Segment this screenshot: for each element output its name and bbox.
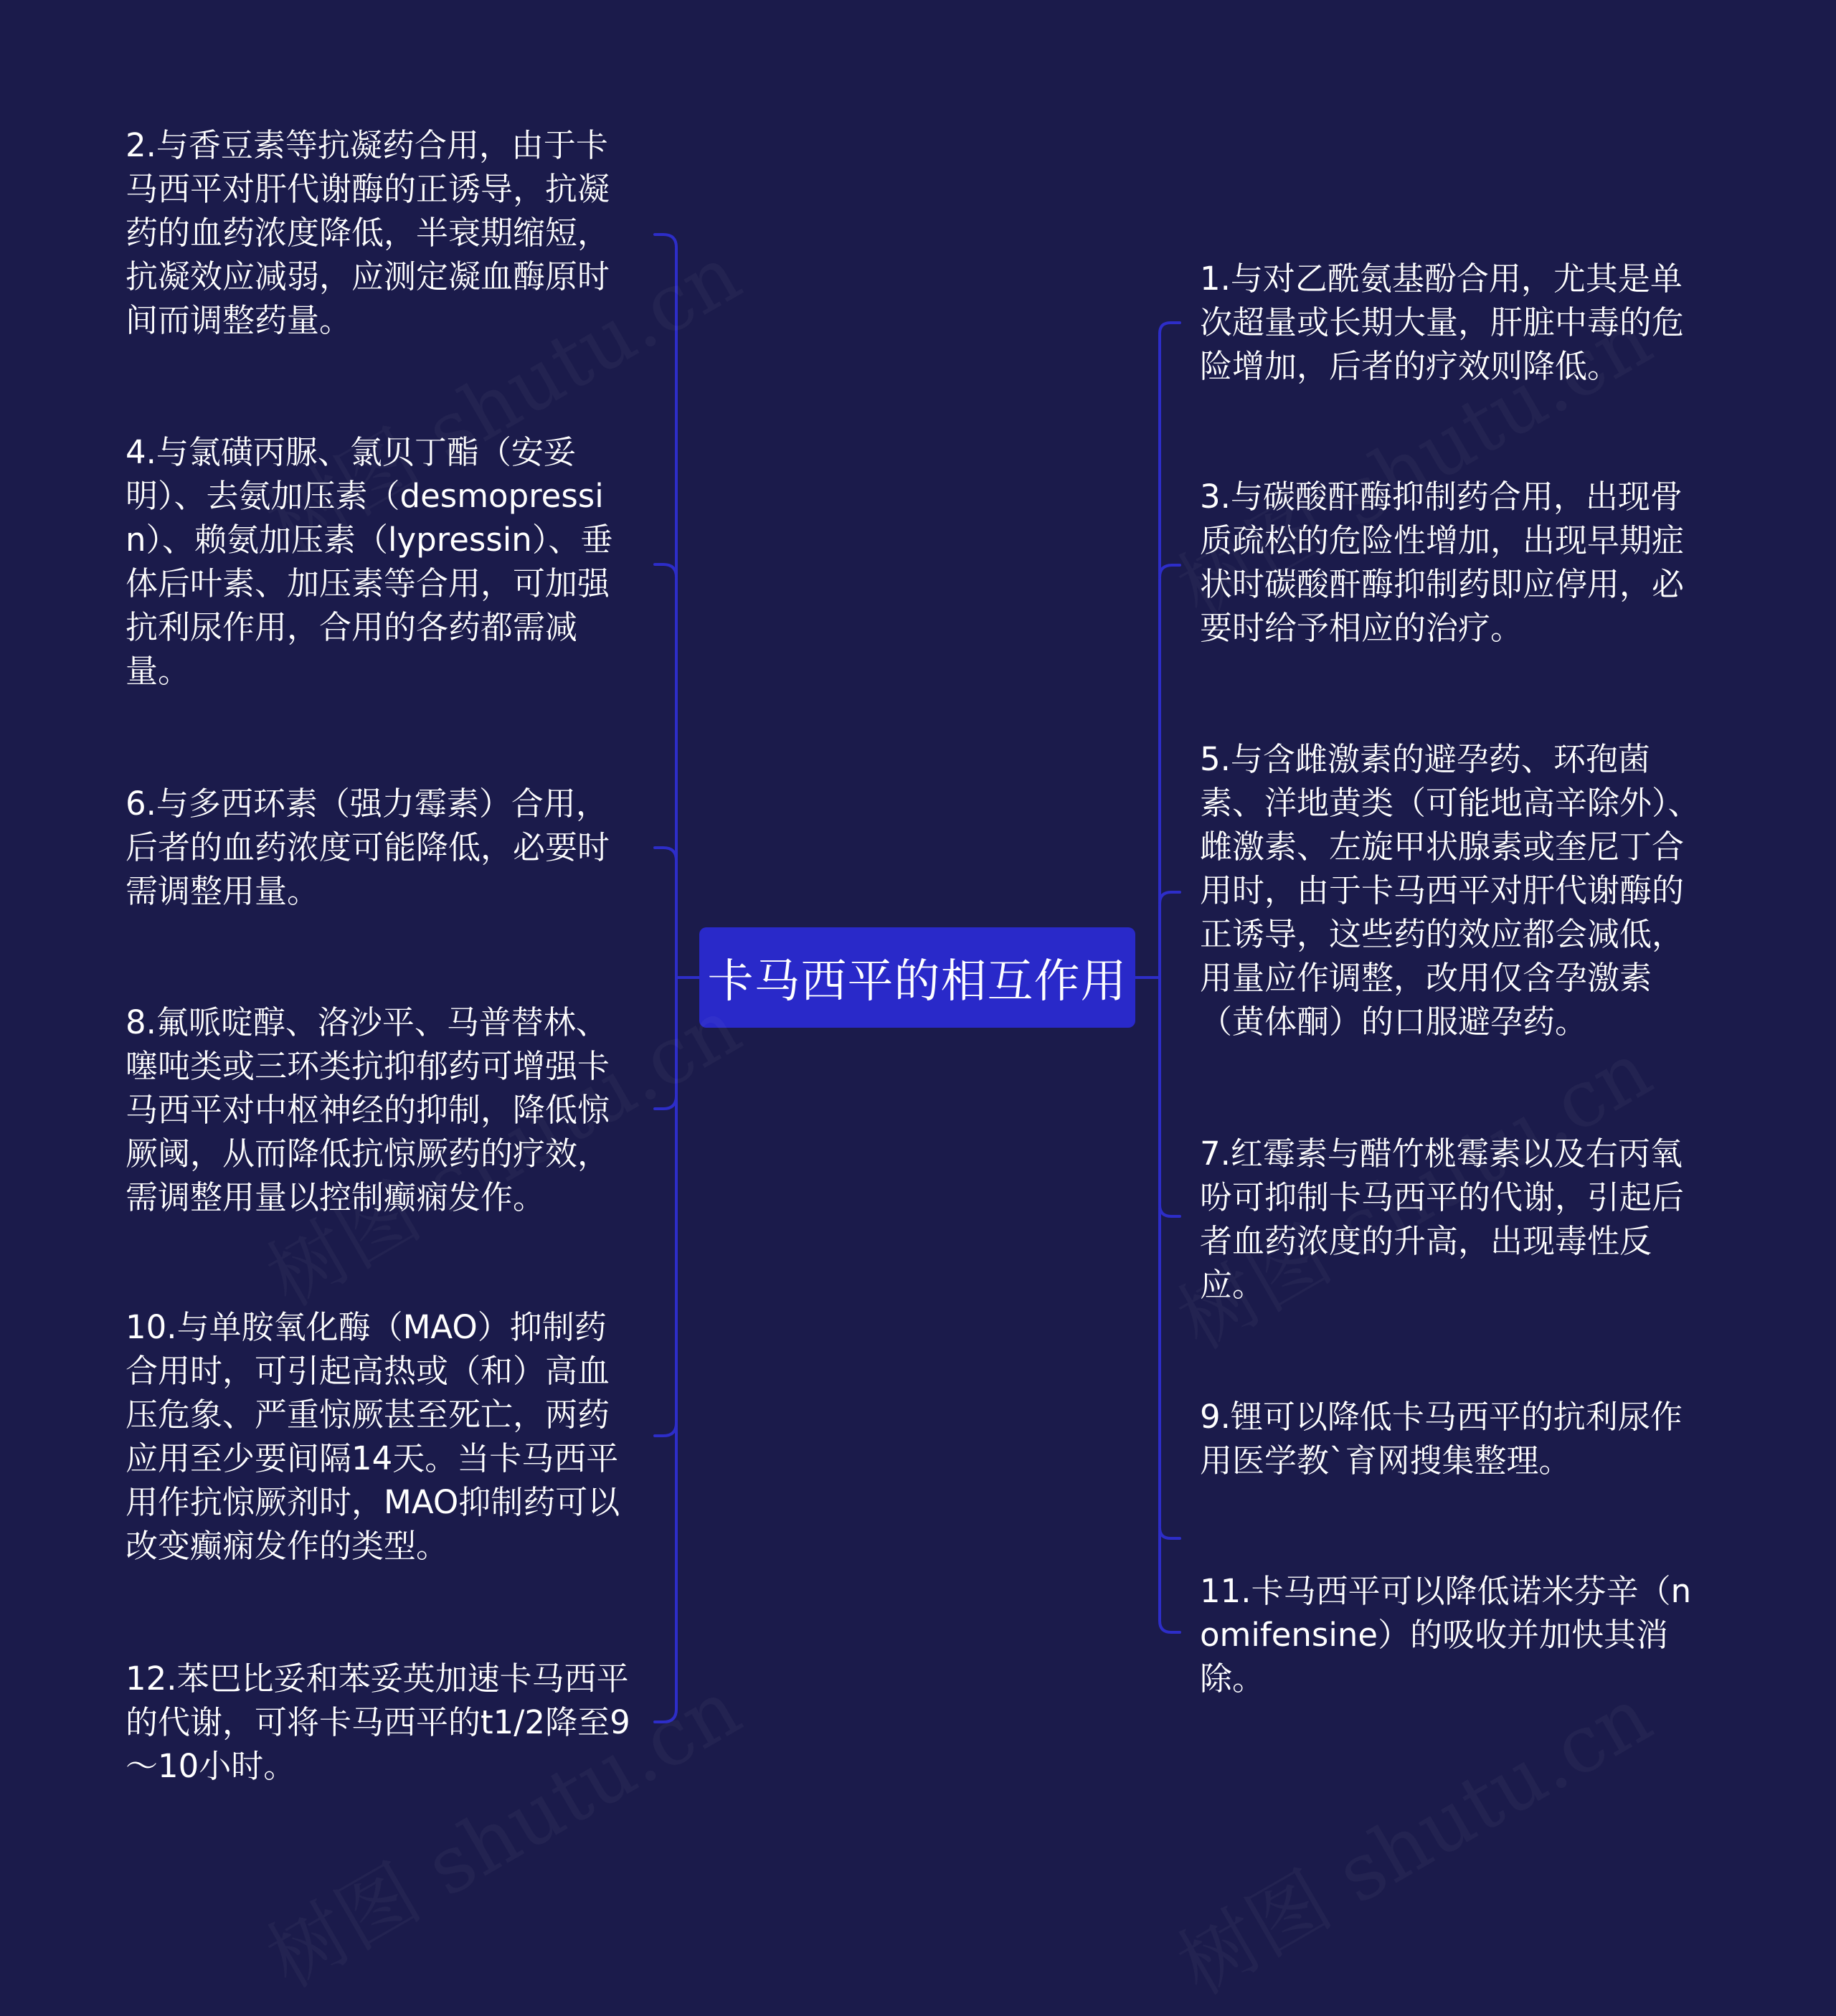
left-connector-6	[655, 848, 676, 861]
branch-node-3[interactable]	[1200, 475, 1709, 650]
branch-text: 10.与单胺氧化酶（MAO）抑制药合用时，可引起高热或（和）高血压危象、严重惊厥甚至死亡，两药应用至少要间隔14天。当卡马西平用作抗惊厥剂时，MAO抑制药可以改变癫痫发作的类型。	[126, 1308, 620, 1565]
branch-text: 3.与碳酸酐酶抑制药合用，出现骨质疏松的危险性增加，出现早期症状时碳酸酐酶抑制药即应停用，必要时给予相应的治疗。	[1200, 478, 1685, 647]
branch-node-5[interactable]	[1200, 737, 1709, 1044]
branch-text: 5.与含雌激素的避孕药、环孢菌素、洋地黄类（可能地高辛除外）、雌激素、左旋甲状腺素或奎尼丁合用时，由于卡马西平对肝代谢酶的正诱导，这些药的效应都会减低，用量应作调整，改用仅含孕激素（黄体酮）的口服避孕药。	[1200, 740, 1700, 1041]
right-connector-1	[1160, 323, 1180, 333]
root-topic[interactable]	[699, 927, 1135, 1028]
branch-node-7[interactable]	[1200, 1132, 1709, 1307]
right-connector-7	[1160, 1205, 1180, 1216]
root-topic-label: 卡马西平的相互作用	[707, 955, 1127, 1008]
branch-node-6[interactable]	[126, 782, 635, 913]
left-connector-12	[655, 1709, 676, 1722]
branch-text: 8.氟哌啶醇、洛沙平、马普替林、噻吨类或三环类抗抑郁药可增强卡马西平对中枢神经的抑制，降低惊厥阈，从而降低抗惊厥药的疗效，需调整用量以控制癫痫发作。	[126, 1003, 610, 1216]
left-connector-8	[655, 1096, 676, 1109]
branch-node-2[interactable]	[126, 123, 635, 342]
branch-node-1[interactable]	[1200, 257, 1709, 388]
right-connector-5	[1160, 892, 1180, 904]
left-connector-10	[655, 1423, 676, 1436]
right-connector-3	[1160, 565, 1180, 577]
branch-node-11[interactable]	[1200, 1569, 1709, 1700]
branch-text: 1.与对乙酰氨基酚合用，尤其是单次超量或长期大量，肝脏中毒的危险增加，后者的疗效则降低。	[1200, 260, 1685, 385]
branch-text: 11.卡马西平可以降低诺米芬辛（nomifensine）的吸收并加快其消除。	[1200, 1572, 1692, 1698]
branch-text: 4.与氯磺丙脲、氯贝丁酯（安妥明）、去氨加压素（desmopressin）、赖氨加压素（lypressin）、垂体后叶素、加压素等合用，可加强抗利尿作用，合用的各药都需减量。	[126, 433, 613, 690]
left-connector-4	[655, 564, 676, 577]
branch-text: 9.锂可以降低卡马西平的抗利尿作用医学教`育网搜集整理。	[1200, 1398, 1683, 1480]
right-connector-11	[1160, 1621, 1180, 1632]
right-connector-9	[1160, 1528, 1180, 1538]
branch-text: 12.苯巴比妥和苯妥英加速卡马西平的代谢，可将卡马西平的t1/2降至9～10小时。	[126, 1660, 630, 1785]
branch-node-9[interactable]	[1200, 1395, 1709, 1482]
branch-text: 7.红霉素与醋竹桃霉素以及右丙氧吩可抑制卡马西平的代谢，引起后者血药浓度的升高，出现毒性反应。	[1200, 1135, 1685, 1304]
branch-text: 2.与香豆素等抗凝药合用，由于卡马西平对肝代谢酶的正诱导，抗凝药的血药浓度降低，半衰期缩短，抗凝效应减弱，应测定凝血酶原时间而调整药量。	[126, 126, 610, 339]
branch-node-8[interactable]	[126, 1000, 635, 1219]
branch-text: 6.与多西环素（强力霉素）合用，后者的血药浓度可能降低，必要时需调整用量。	[126, 785, 610, 910]
left-connector-2	[655, 235, 676, 247]
branch-node-10[interactable]	[126, 1305, 635, 1568]
branch-node-12[interactable]	[126, 1657, 635, 1788]
branch-node-4[interactable]	[126, 430, 635, 693]
